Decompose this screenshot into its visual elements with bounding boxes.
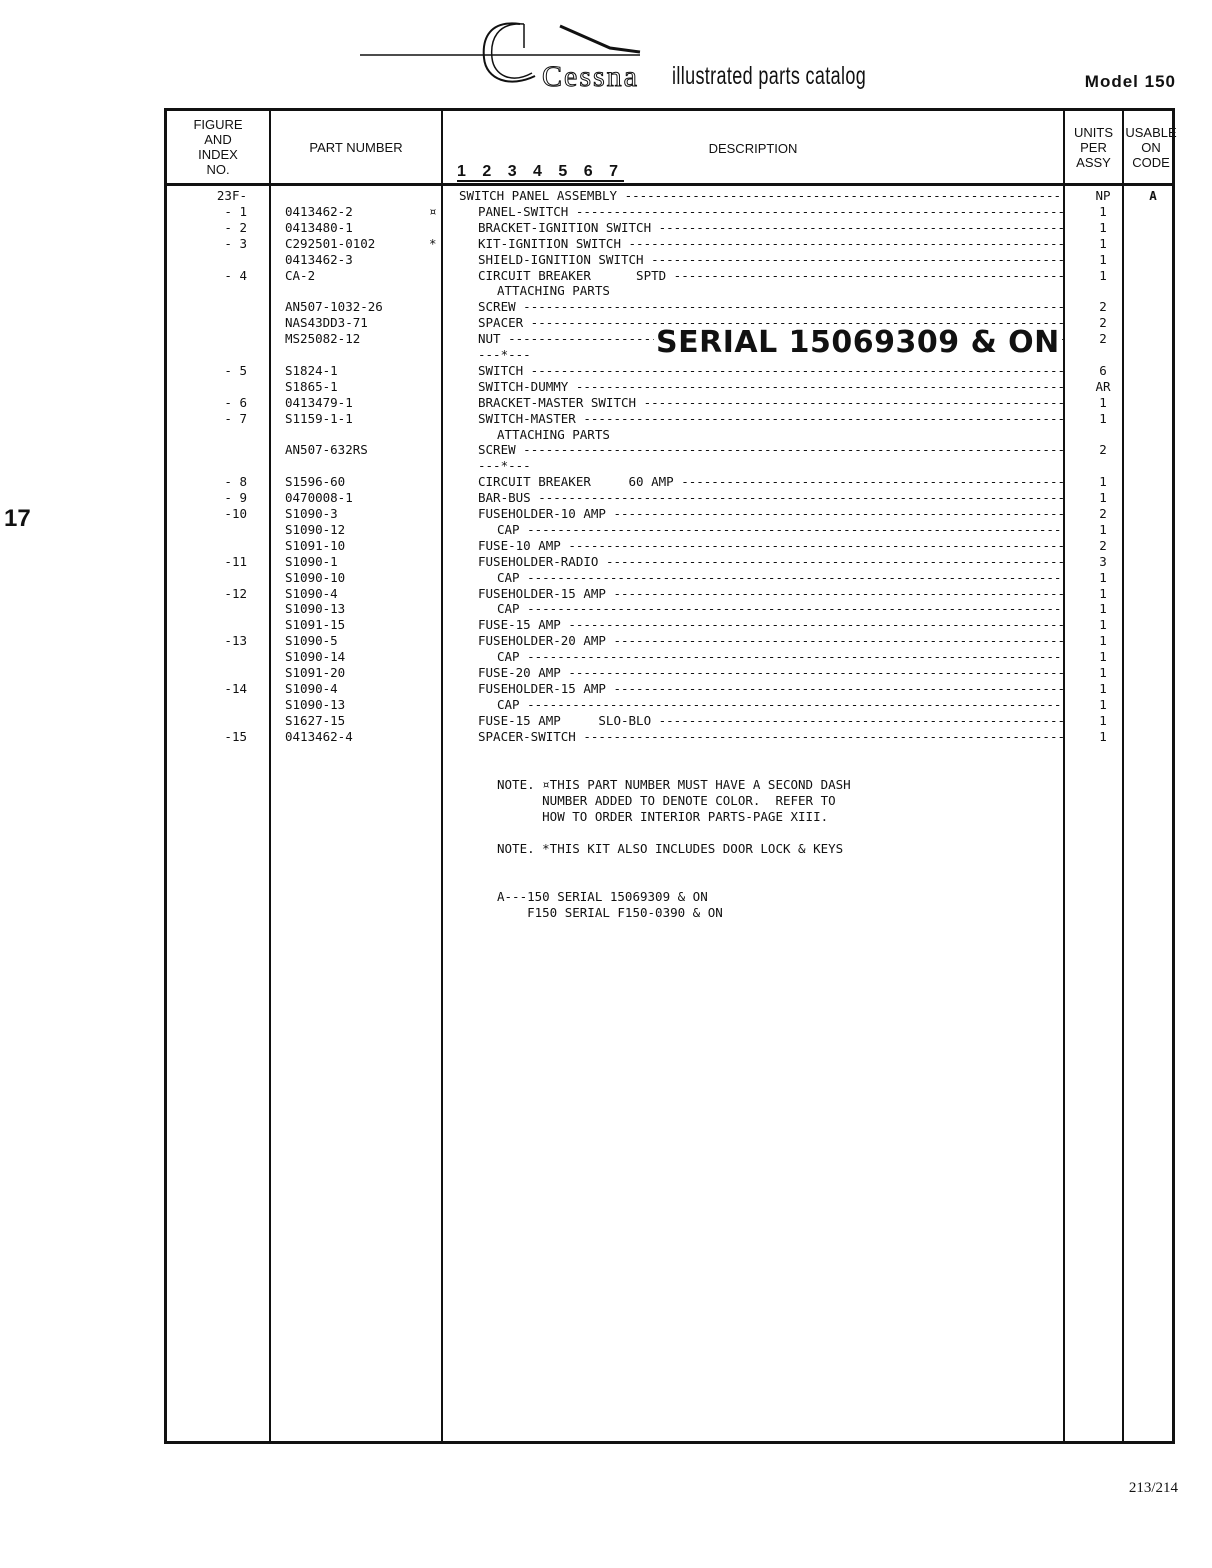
part-number: S1090-3: [285, 506, 338, 521]
index-number: 23F-: [216, 188, 247, 203]
usable-code: A: [1149, 188, 1157, 203]
units-per-assy: 1: [1099, 251, 1107, 267]
part-number: S1090-4: [285, 680, 338, 696]
index-number: - 4: [224, 267, 247, 283]
part-number: CA-2: [285, 267, 316, 283]
index-number: -13: [224, 633, 247, 649]
description: FUSE-15 AMP SLO-BLO -----: [459, 713, 1063, 729]
index-number: -11: [224, 553, 247, 569]
description: FUSE-15 AMP -----: [459, 617, 1063, 633]
table-row: [167, 665, 1178, 681]
note-color-dash: NOTE. ¤THIS PART NUMBER MUST HAVE A SECOND DASH NUMBER ADDED TO DENOTE COLOR. REFER TO HOW TO ORDER INTERIOR PARTS-PAGE XIII.: [497, 777, 851, 824]
table-row: [167, 220, 1178, 236]
description: ---*---: [478, 347, 531, 362]
note-symbol: ¤: [429, 203, 437, 219]
description: CIRCUIT BREAKER 60 AMP -----: [459, 474, 1063, 490]
units-per-assy: 1: [1099, 394, 1107, 410]
part-number: S1090-5: [285, 633, 338, 649]
index-number: - 2: [224, 219, 247, 235]
table-row: [167, 681, 1178, 697]
units-per-assy: 1: [1099, 474, 1107, 490]
units-per-assy: 1: [1099, 665, 1107, 680]
part-number: S1627-15: [285, 712, 346, 728]
description: ATTACHING PARTS: [497, 426, 610, 442]
table-row: [167, 601, 1178, 617]
units-per-assy: 1: [1099, 235, 1107, 251]
table-row: [167, 474, 1178, 490]
table-row: [167, 188, 1178, 204]
description: SHIELD-IGNITION SWITCH -----: [459, 252, 1063, 268]
part-number: S1090-13: [285, 696, 346, 712]
table-row: [167, 586, 1178, 602]
cessna-logo: [360, 18, 650, 98]
units-per-assy: 1: [1099, 585, 1107, 601]
units-per-assy: 1: [1099, 490, 1107, 506]
units-per-assy: 2: [1099, 506, 1107, 521]
svg-text:Cessna: Cessna: [542, 60, 639, 93]
index-number: -15: [224, 728, 247, 744]
part-number: S1091-20: [285, 665, 346, 680]
note-kit-includes: NOTE. *THIS KIT ALSO INCLUDES DOOR LOCK & KEYS: [497, 841, 844, 856]
table-row: [167, 299, 1178, 315]
table-row: [167, 236, 1178, 252]
table-row: [167, 427, 1178, 443]
description: SWITCH -----: [459, 363, 1063, 379]
table-row: [167, 411, 1178, 427]
description: CAP -----: [459, 649, 1063, 665]
description: CAP -----: [459, 697, 1063, 713]
units-per-assy: 1: [1099, 728, 1107, 744]
description: BRACKET-IGNITION SWITCH -----: [459, 220, 1063, 236]
units-per-assy: 1: [1099, 521, 1107, 537]
units-per-assy: AR: [1095, 378, 1111, 394]
table-row: [167, 204, 1178, 220]
units-per-assy: 2: [1099, 442, 1107, 458]
description: ---*---: [478, 458, 531, 474]
description: SWITCH PANEL ASSEMBLY -----: [459, 188, 1063, 204]
description: SWITCH-DUMMY -----: [459, 379, 1063, 395]
units-per-assy: 2: [1099, 315, 1107, 331]
units-per-assy: 1: [1099, 696, 1107, 712]
table-row: [167, 442, 1178, 458]
part-number: S1090-13: [285, 601, 346, 617]
serial-stamp: SERIAL 15069309 & ON: [656, 325, 1060, 360]
part-number: NAS43DD3-71: [285, 315, 368, 331]
part-number: 0413462-2: [285, 203, 353, 219]
part-number: 0470008-1: [285, 490, 353, 506]
table-row: [167, 633, 1178, 649]
table-row: [167, 252, 1178, 268]
description: BRACKET-MASTER SWITCH -----: [459, 395, 1063, 411]
description: BAR-BUS -----: [459, 490, 1063, 506]
units-per-assy: 6: [1099, 362, 1107, 378]
part-number: S1090-4: [285, 585, 338, 601]
units-per-assy: NP: [1095, 188, 1111, 203]
part-number: S1091-10: [285, 537, 346, 553]
description: CIRCUIT BREAKER SPTD -----: [459, 268, 1063, 284]
part-number: 0413479-1: [285, 394, 353, 410]
description: CAP -----: [459, 570, 1063, 586]
part-number: 0413462-3: [285, 251, 353, 267]
note-effectivity-code: A---150 SERIAL 15069309 & ON F150 SERIAL F150-0390 & ON: [497, 889, 723, 920]
description: NUT -----: [459, 331, 1063, 347]
units-per-assy: 1: [1099, 649, 1107, 665]
table-row: [167, 506, 1178, 522]
index-number: - 3: [224, 235, 247, 251]
index-number: - 8: [224, 474, 247, 490]
table-row: [167, 617, 1178, 633]
description: FUSEHOLDER-10 AMP -----: [459, 506, 1063, 522]
description: ATTACHING PARTS: [497, 283, 610, 299]
index-number: - 9: [224, 490, 247, 506]
part-number: MS25082-12: [285, 331, 361, 347]
indent-levels: 1 2 3 4 5 6 7: [457, 163, 624, 180]
units-per-assy: 1: [1099, 267, 1107, 283]
description: FUSEHOLDER-15 AMP -----: [459, 681, 1063, 697]
units-per-assy: 2: [1099, 299, 1107, 315]
note-symbol: *: [429, 235, 437, 251]
description: FUSEHOLDER-15 AMP -----: [459, 586, 1063, 602]
description: SCREW -----: [459, 442, 1063, 458]
index-number: - 7: [224, 410, 247, 426]
header-units-per-assy: UNITS PER ASSY: [1074, 124, 1113, 170]
description: FUSEHOLDER-20 AMP -----: [459, 633, 1063, 649]
part-number: S1090-14: [285, 649, 346, 665]
description: FUSE-10 AMP -----: [459, 538, 1063, 554]
description: FUSEHOLDER-RADIO -----: [459, 554, 1063, 570]
table-row: [167, 363, 1178, 379]
index-number: - 6: [224, 394, 247, 410]
index-number: -12: [224, 585, 247, 601]
units-per-assy: 1: [1099, 617, 1107, 633]
header-usable-on-code: USABLE ON CODE: [1125, 124, 1177, 170]
description: SCREW -----: [459, 299, 1063, 315]
header-part-number: PART NUMBER: [309, 139, 403, 155]
header-description: DESCRIPTION: [708, 141, 798, 156]
index-number: - 5: [224, 362, 247, 378]
part-number: AN507-1032-26: [285, 299, 383, 315]
table-row: [167, 649, 1178, 665]
header-divider: [167, 183, 1172, 186]
part-number: S1824-1: [285, 362, 338, 378]
description: PANEL-SWITCH -----: [459, 204, 1063, 220]
table-row: [167, 713, 1178, 729]
description: FUSE-20 AMP -----: [459, 665, 1063, 681]
units-per-assy: 1: [1099, 203, 1107, 219]
units-per-assy: 1: [1099, 410, 1107, 426]
part-number: S1091-15: [285, 617, 346, 633]
index-number: - 1: [224, 203, 247, 219]
part-number: AN507-632RS: [285, 442, 368, 458]
units-per-assy: 2: [1099, 537, 1107, 553]
index-number: -14: [224, 680, 247, 696]
part-number: S1090-10: [285, 569, 346, 585]
units-per-assy: 2: [1099, 331, 1107, 347]
units-per-assy: 1: [1099, 601, 1107, 617]
catalog-title: illustrated parts catalog: [672, 62, 867, 90]
part-number: 0413462-4: [285, 728, 353, 744]
part-number: S1596-60: [285, 474, 346, 490]
units-per-assy: 3: [1099, 553, 1107, 569]
units-per-assy: 1: [1099, 569, 1107, 585]
units-per-assy: 1: [1099, 633, 1107, 649]
description: SPACER -----: [459, 315, 1063, 331]
table-row: [167, 729, 1178, 745]
part-number: S1159-1-1: [285, 410, 353, 426]
part-number: 0413480-1: [285, 219, 353, 235]
table-row: [167, 268, 1178, 284]
table-row: [167, 458, 1178, 474]
model-label: Model 150: [1084, 72, 1176, 91]
part-number: C292501-0102: [285, 235, 376, 251]
table-row: [167, 395, 1178, 411]
parts-table: [164, 108, 1175, 1444]
table-row: [167, 283, 1178, 299]
description: SWITCH-MASTER -----: [459, 411, 1063, 427]
table-row: [167, 522, 1178, 538]
table-row: [167, 538, 1178, 554]
table-row: [167, 697, 1178, 713]
part-number: S1090-1: [285, 553, 338, 569]
units-per-assy: 1: [1099, 712, 1107, 728]
part-number: S1090-12: [285, 521, 346, 537]
units-per-assy: 1: [1099, 680, 1107, 696]
table-row: [167, 570, 1178, 586]
header-figure-index: FIGURE AND INDEX NO.: [193, 117, 243, 177]
side-section-number: 17: [4, 505, 31, 532]
description: CAP -----: [459, 522, 1063, 538]
description: CAP -----: [459, 601, 1063, 617]
description: SPACER-SWITCH -----: [459, 729, 1063, 745]
table-row: [167, 554, 1178, 570]
part-number: S1865-1: [285, 378, 338, 394]
units-per-assy: 1: [1099, 219, 1107, 235]
index-number: -10: [224, 506, 247, 521]
page-number: 213/214: [1128, 1480, 1178, 1496]
table-row: [167, 379, 1178, 395]
table-row: [167, 490, 1178, 506]
description: KIT-IGNITION SWITCH -----: [459, 236, 1063, 252]
